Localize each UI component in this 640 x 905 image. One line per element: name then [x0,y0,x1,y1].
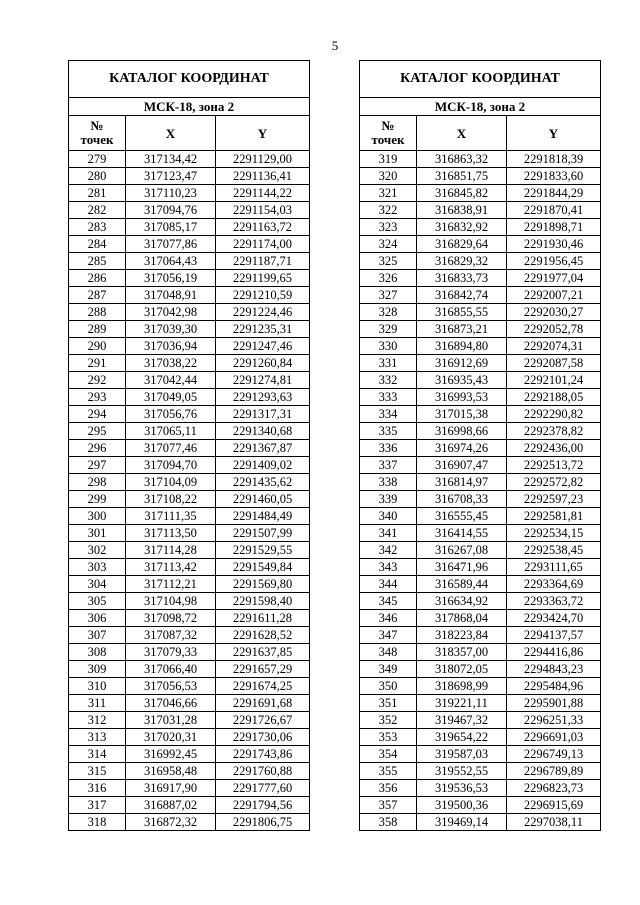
table-row: 324 316829,64 2291930,46 [360,236,601,253]
table-row: 307 317087,32 2291628,52 [69,627,310,644]
table-row: 327 316842,74 2292007,21 [360,287,601,304]
table-row: 299 317108,22 2291460,05 [69,491,310,508]
table-row: 345 316634,92 2293363,72 [360,593,601,610]
table-row: 303 317113,42 2291549,84 [69,559,310,576]
table-row: 350 318698,99 2295484,96 [360,678,601,695]
coordinate-catalog-table-right [359,60,601,831]
table-row: 285 317064,43 2291187,71 [69,253,310,270]
table-row: 291 317038,22 2291260,84 [69,355,310,372]
table-row: 315 316958,48 2291760,88 [69,763,310,780]
table-row: 311 317046,66 2291691,68 [69,695,310,712]
table-row: 342 316267,08 2292538,45 [360,542,601,559]
table-row: 314 316992,45 2291743,86 [69,746,310,763]
table-row: 339 316708,33 2292597,23 [360,491,601,508]
table-row: 337 316907,47 2292513,72 [360,457,601,474]
table-row: 349 318072,05 2294843,23 [360,661,601,678]
table-row: 318 316872,32 2291806,75 [69,814,310,831]
table-row: 344 316589,44 2293364,69 [360,576,601,593]
coordinate-rows [360,151,601,831]
x-column-header: X [126,116,216,151]
table-row: 334 317015,38 2292290,82 [360,406,601,423]
table-row: 287 317048,91 2291210,59 [69,287,310,304]
table-row: 312 317031,28 2291726,67 [69,712,310,729]
table-row: 319 316863,32 2291818,39 [360,151,601,168]
table-row: 343 316471,96 2293111,65 [360,559,601,576]
table-row: 297 317094,70 2291409,02 [69,457,310,474]
y-column-header: Y [507,116,601,151]
table-row: 333 316993,53 2292188,05 [360,389,601,406]
table-row: 340 316555,45 2292581,81 [360,508,601,525]
table-row: 295 317065,11 2291340,68 [69,423,310,440]
page-number: 5 [331,38,339,53]
table-row: 280 317123,47 2291136,41 [69,168,310,185]
table-row: 286 317056,19 2291199,65 [69,270,310,287]
table-row: 309 317066,40 2291657,29 [69,661,310,678]
table-row: 308 317079,33 2291637,85 [69,644,310,661]
x-column-header: X [417,116,507,151]
table-row: 357 319500,36 2296915,69 [360,797,601,814]
table-row: 306 317098,72 2291611,28 [69,610,310,627]
table-row: 283 317085,17 2291163,72 [69,219,310,236]
table-row: 321 316845,82 2291844,29 [360,185,601,202]
y-column-header: Y [216,116,310,151]
table-row: 302 317114,28 2291529,55 [69,542,310,559]
point-number-header [360,116,417,151]
coordinate-rows [69,151,310,831]
table-row: 281 317110,23 2291144,22 [69,185,310,202]
table-row: 323 316832,92 2291898,71 [360,219,601,236]
number-sign: № [90,117,104,133]
table-row: 347 318223,84 2294137,57 [360,627,601,644]
table-row: 317 316887,02 2291794,56 [69,797,310,814]
table-row: 329 316873,21 2292052,78 [360,321,601,338]
table-row: 289 317039,30 2291235,31 [69,321,310,338]
table-row: 341 316414,55 2292534,15 [360,525,601,542]
table-row: 316 316917,90 2291777,60 [69,780,310,797]
coordinate-system-label: МСК-18, зона 2 [69,98,310,116]
table-row: 356 319536,53 2296823,73 [360,780,601,797]
table-row: 328 316855,55 2292030,27 [360,304,601,321]
table-row: 326 316833,73 2291977,04 [360,270,601,287]
table-row: 354 319587,03 2296749,13 [360,746,601,763]
table-row: 322 316838,91 2291870,41 [360,202,601,219]
table-row: 325 316829,32 2291956,45 [360,253,601,270]
table-row: 298 317104,09 2291435,62 [69,474,310,491]
table-row: 353 319654,22 2296691,03 [360,729,601,746]
table-row: 352 319467,32 2296251,33 [360,712,601,729]
table-row: 331 316912,69 2292087,58 [360,355,601,372]
coordinate-catalog-table-left [68,60,310,831]
table-row: 346 317868,04 2293424,70 [360,610,601,627]
table-row: 284 317077,86 2291174,00 [69,236,310,253]
table-row: 348 318357,00 2294416,86 [360,644,601,661]
table-row: 335 316998,66 2292378,82 [360,423,601,440]
table-row: 320 316851,75 2291833,60 [360,168,601,185]
table-row: 293 317049,05 2291293,63 [69,389,310,406]
table-row: 358 319469,14 2297038,11 [360,814,601,831]
coordinate-system-label: МСК-18, зона 2 [360,98,601,116]
table-row: 355 319552,55 2296789,89 [360,763,601,780]
table-row: 301 317113,50 2291507,99 [69,525,310,542]
table-row: 313 317020,31 2291730,06 [69,729,310,746]
table-row: 304 317112,21 2291569,80 [69,576,310,593]
table-row: 290 317036,94 2291247,46 [69,338,310,355]
points-label: точек [371,132,405,147]
table-row: 279 317134,42 2291129,00 [69,151,310,168]
catalog-title: КАТАЛОГ КООРДИНАТ [69,61,310,98]
table-row: 294 317056,76 2291317,31 [69,406,310,423]
table-row: 300 317111,35 2291484,49 [69,508,310,525]
table-row: 351 319221,11 2295901,88 [360,695,601,712]
points-label: точек [80,132,114,147]
catalog-title: КАТАЛОГ КООРДИНАТ [360,61,601,98]
table-row: 282 317094,76 2291154,03 [69,202,310,219]
table-row: 296 317077,46 2291367,87 [69,440,310,457]
number-sign: № [381,117,395,133]
table-row: 288 317042,98 2291224,46 [69,304,310,321]
point-number-header [69,116,126,151]
table-row: 336 316974,26 2292436,00 [360,440,601,457]
table-row: 305 317104,98 2291598,40 [69,593,310,610]
table-row: 310 317056,53 2291674,25 [69,678,310,695]
table-row: 332 316935,43 2292101,24 [360,372,601,389]
table-row: 338 316814,97 2292572,82 [360,474,601,491]
table-row: 292 317042,44 2291274,81 [69,372,310,389]
table-row: 330 316894,80 2292074,31 [360,338,601,355]
